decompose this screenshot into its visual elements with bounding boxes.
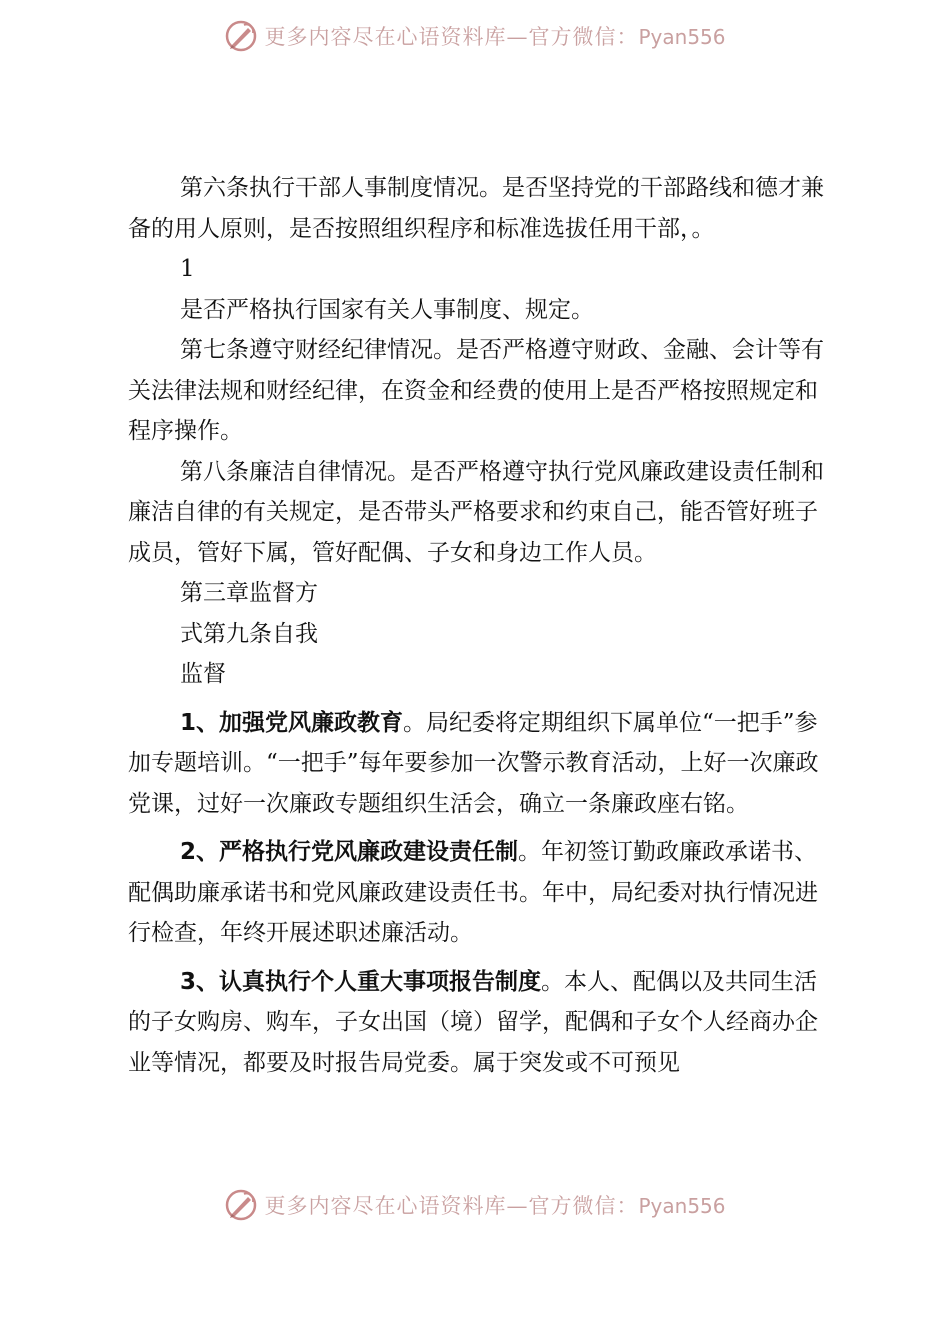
chapter-heading-line-2: 式第九条自我 bbox=[180, 620, 318, 647]
paragraph-article-7: 第七条遵守财经纪律情况。是否严格遵守财政、金融、会计等有关法律法规和财经纪律，在资金和经费的使用上是否严格按照规定和程序操作。 bbox=[128, 337, 824, 444]
chapter-heading-line-3: 监督 bbox=[180, 661, 226, 687]
list-item-1-heading: 1、加强党风廉政教育 bbox=[180, 709, 404, 736]
list-item-1-body: 。局纪委将定期组织下属单位“一把手”参加专题培训。“一把手”每年要参加一次警示教育活动，上好一次廉政党课，过好一次廉政专题组织生活会，确立一条廉政座右铭。 bbox=[128, 709, 819, 817]
watermark-banner-bottom bbox=[0, 1185, 950, 1225]
paragraph-article-6-cont: 是否严格执行国家有关人事制度、规定。 bbox=[180, 296, 594, 323]
document-body bbox=[128, 168, 838, 1083]
list-item-2-heading: 2、严格执行党风廉政建设责任制 bbox=[180, 839, 519, 865]
page-number: 1 bbox=[180, 256, 195, 282]
list-item-3 bbox=[128, 962, 838, 1084]
watermark-wechat-id: Pyan556 bbox=[638, 1194, 726, 1218]
watermark-slogan: 更多内容尽在心语资料库—官方微信： bbox=[264, 25, 639, 49]
watermark-banner-top bbox=[0, 16, 950, 56]
watermark-wechat-id: Pyan556 bbox=[638, 25, 726, 49]
watermark-text bbox=[264, 21, 725, 51]
list-item-1 bbox=[128, 703, 838, 825]
list-item-2 bbox=[128, 832, 838, 954]
paragraph-article-6: 第六条执行干部人事制度情况。是否坚持党的干部路线和德才兼备的用人原则，是否按照组织程序和标准选拔任用干部，。 bbox=[128, 175, 824, 242]
pen-logo-icon bbox=[224, 1188, 258, 1222]
pen-logo-icon bbox=[224, 19, 258, 53]
watermark-slogan: 更多内容尽在心语资料库—官方微信： bbox=[264, 1194, 639, 1218]
list-item-3-body: 。本人、配偶以及共同生活的子女购房、购车，子女出国（境）留学，配偶和子女个人经商办企业等情况，都要及时报告局党委。属于突发或不可预见 bbox=[128, 968, 818, 1076]
list-item-3-heading: 3、认真执行个人重大事项报告制度 bbox=[180, 968, 542, 995]
list-item-2-body: 。年初签订勤政廉政承诺书、配偶助廉承诺书和党风廉政建设责任书。年中，局纪委对执行情况进行检查，年终开展述职述廉活动。 bbox=[128, 839, 818, 946]
chapter-heading-line-1: 第三章监督方 bbox=[180, 580, 318, 606]
watermark-text bbox=[264, 1190, 725, 1220]
paragraph-article-8: 第八条廉洁自律情况。是否严格遵守执行党风廉政建设责任制和廉洁自律的有关规定，是否带头严格要求和约束自己，能否管好班子成员，管好下属，管好配偶、子女和身边工作人员。 bbox=[128, 458, 824, 566]
